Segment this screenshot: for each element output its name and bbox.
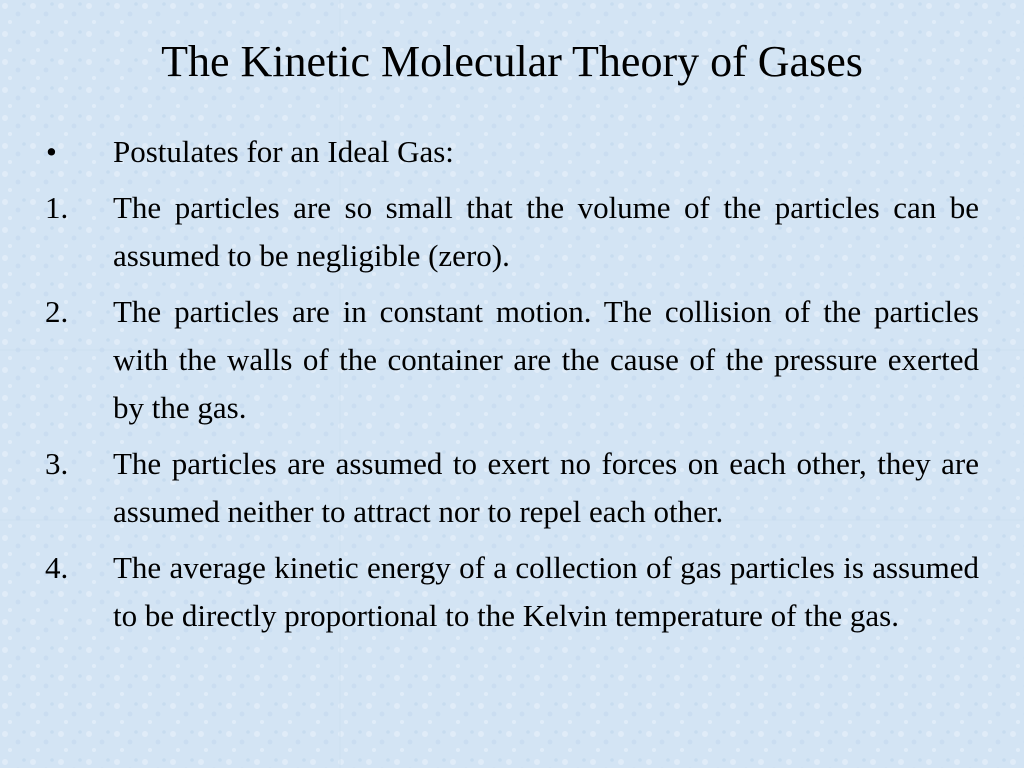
postulate-number: 3. [45, 446, 69, 481]
slide-title: The Kinetic Molecular Theory of Gases [161, 37, 863, 86]
postulate-item-2 [0, 288, 1024, 432]
postulate-text: The particles are assumed to exert no forces on each other, they are assumed neither to attract nor to repel each other. [113, 446, 979, 529]
list-intro-text: Postulates for an Ideal Gas: [113, 134, 454, 169]
postulate-text: The particles are in constant motion. The collision of the particles with the walls of the container are the cause of the pressure exerted by the gas. [113, 294, 979, 425]
list-intro [0, 128, 1024, 176]
postulate-item-3 [0, 440, 1024, 536]
bullet-marker: • [46, 134, 57, 169]
postulate-number: 2. [45, 294, 69, 329]
postulate-item-1 [0, 184, 1024, 280]
postulate-number: 1. [45, 190, 69, 225]
postulate-text: The particles are so small that the volume of the particles can be assumed to be negligible (zero). [113, 190, 979, 273]
postulate-item-4 [0, 544, 1024, 640]
postulate-text: The average kinetic energy of a collection of gas particles is assumed to be directly proportional to the Kelvin temperature of the gas. [113, 550, 979, 633]
postulates-list [0, 128, 1024, 648]
postulate-number: 4. [45, 550, 69, 585]
